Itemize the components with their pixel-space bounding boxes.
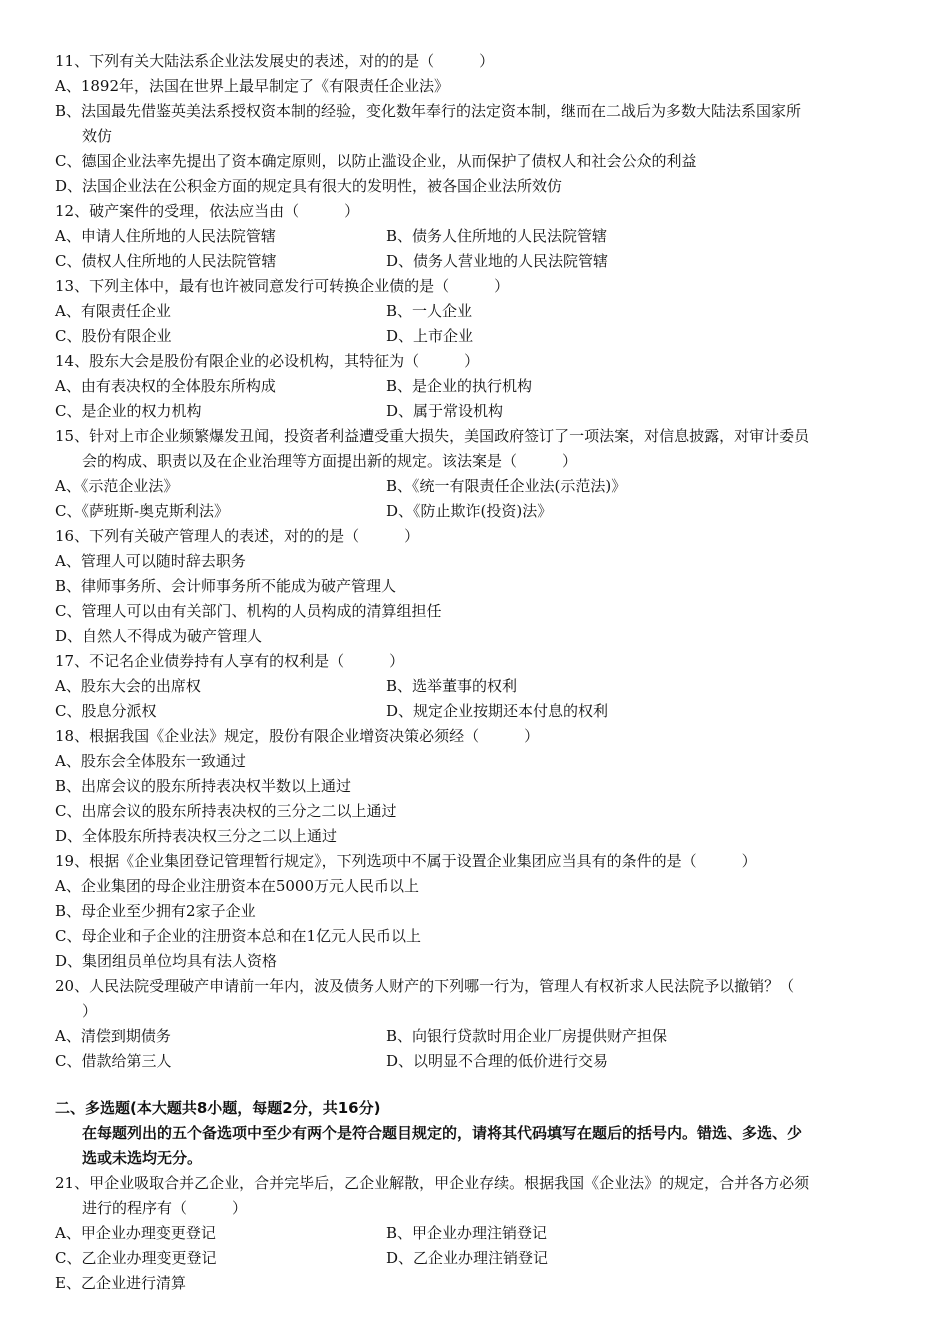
q15-option-c: C、《萨班斯-奥克斯利法》: [55, 502, 230, 520]
q17-option-c: C、股息分派权: [55, 702, 157, 720]
q11-option-a: A、1892年，法国在世界上最早制定了《有限责任企业法》: [55, 77, 450, 95]
q16-option-a: A、管理人可以随时辞去职务: [55, 552, 246, 570]
question-21-stem-cont: 进行的程序有（ ）: [82, 1199, 248, 1217]
question-21-stem: 21、甲企业吸取合并乙企业，合并完毕后，乙企业解散，甲企业存续。根据我国《企业法》的规定，合并各方必须: [55, 1174, 810, 1192]
q13-option-c: C、股份有限企业: [55, 327, 172, 345]
q12-option-d: D、债务人营业地的人民法院管辖: [386, 252, 609, 270]
q17-option-b: B、选举董事的权利: [386, 677, 518, 695]
q11-option-c: C、德国企业法率先提出了资本确定原则，以防止滥设企业，从而保护了债权人和社会公众的利益: [55, 152, 697, 170]
q21-option-c: C、乙企业办理变更登记: [55, 1249, 217, 1267]
q12-option-c: C、债权人住所地的人民法院管辖: [55, 252, 277, 270]
q11-option-b-cont: 效仿: [82, 127, 113, 145]
q16-option-c: C、管理人可以由有关部门、机构的人员构成的清算组担任: [55, 602, 442, 620]
q13-option-d: D、上市企业: [386, 327, 474, 345]
q19-option-b: B、母企业至少拥有2家子企业: [55, 902, 256, 920]
question-18-stem: 18、根据我国《企业法》规定，股份有限企业增资决策必须经（ ）: [55, 727, 540, 745]
question-11-stem: 11、下列有关大陆法系企业法发展史的表述，对的的是（ ）: [55, 52, 495, 70]
section-2-instruction-cont: 选或未选均无分。: [82, 1149, 203, 1167]
q18-option-b: B、出席会议的股东所持表决权半数以上通过: [55, 777, 352, 795]
question-17-stem: 17、不记名企业债券持有人享有的权利是（ ）: [55, 652, 405, 670]
question-12-stem: 12、破产案件的受理，依法应当由（ ）: [55, 202, 360, 220]
q13-option-b: B、一人企业: [386, 302, 473, 320]
q20-option-d: D、以明显不合理的低价进行交易: [386, 1052, 609, 1070]
question-15-stem-cont: 会的构成、职责以及在企业治理等方面提出新的规定。该法案是（ ）: [82, 452, 578, 470]
q19-option-a: A、企业集团的母企业注册资本在5000万元人民币以上: [55, 877, 420, 895]
question-20-stem: 20、人民法院受理破产申请前一年内，波及债务人财产的下列哪一行为，管理人有权祈求人民法院予以撤销？（: [55, 977, 795, 995]
q21-option-d: D、乙企业办理注销登记: [386, 1249, 549, 1267]
q15-option-a: A、《示范企业法》: [55, 477, 179, 495]
q15-option-d: D、《防止欺诈(投资)法》: [386, 502, 553, 520]
q21-option-b: B、甲企业办理注销登记: [386, 1224, 548, 1242]
q18-option-a: A、股东会全体股东一致通过: [55, 752, 246, 770]
q18-option-c: C、出席会议的股东所持表决权的三分之二以上通过: [55, 802, 397, 820]
q14-option-c: C、是企业的权力机构: [55, 402, 202, 420]
question-14-stem: 14、股东大会是股份有限企业的必设机构，其特征为（ ）: [55, 352, 480, 370]
q20-option-a: A、清偿到期债务: [55, 1027, 171, 1045]
q11-option-d: D、法国企业法在公积金方面的规定具有很大的发明性，被各国企业法所效仿: [55, 177, 563, 195]
q11-option-b: B、法国最先借鉴英美法系授权资本制的经验，变化数年奉行的法定资本制，继而在二战后为多数大陆法系国家所: [55, 102, 802, 120]
question-13-stem: 13、下列主体中，最有也许被同意发行可转换企业债的是（ ）: [55, 277, 510, 295]
q16-option-b: B、律师事务所、会计师事务所不能成为破产管理人: [55, 577, 397, 595]
question-16-stem: 16、下列有关破产管理人的表述，对的的是（ ）: [55, 527, 420, 545]
q12-option-a: A、申请人住所地的人民法院管辖: [55, 227, 276, 245]
q21-option-a: A、甲企业办理变更登记: [55, 1224, 216, 1242]
q14-option-a: A、由有表决权的全体股东所构成: [55, 377, 276, 395]
question-15-stem: 15、针对上市企业频繁爆发丑闻，投资者利益遭受重大损失，美国政府签订了一项法案，对信息披露，对审计委员: [55, 427, 810, 445]
q12-option-b: B、债务人住所地的人民法院管辖: [386, 227, 608, 245]
q17-option-a: A、股东大会的出席权: [55, 677, 201, 695]
q17-option-d: D、规定企业按期还本付息的权利: [386, 702, 609, 720]
q19-option-d: D、集团组员单位均具有法人资格: [55, 952, 278, 970]
q15-option-b: B、《统一有限责任企业法(示范法)》: [386, 477, 627, 495]
q21-option-e: E、乙企业进行清算: [55, 1274, 186, 1292]
section-2-instruction: 在每题列出的五个备选项中至少有两个是符合题目规定的，请将其代码填写在题后的括号内。错选、多选、少: [82, 1124, 803, 1142]
question-20-stem-cont: ）: [82, 1002, 98, 1020]
q16-option-d: D、自然人不得成为破产管理人: [55, 627, 263, 645]
q14-option-d: D、属于常设机构: [386, 402, 504, 420]
question-19-stem: 19、根据《企业集团登记管理暂行规定》，下列选项中不属于设置企业集团应当具有的条件的是（ ）: [55, 852, 757, 870]
q20-option-c: C、借款给第三人: [55, 1052, 172, 1070]
q14-option-b: B、是企业的执行机构: [386, 377, 533, 395]
q18-option-d: D、全体股东所持表决权三分之二以上通过: [55, 827, 338, 845]
q13-option-a: A、有限责任企业: [55, 302, 171, 320]
section-2-title: 二、多选题(本大题共8小题，每题2分，共16分): [55, 1099, 381, 1117]
q20-option-b: B、向银行贷款时用企业厂房提供财产担保: [386, 1027, 668, 1045]
q19-option-c: C、母企业和子企业的注册资本总和在1亿元人民币以上: [55, 927, 422, 945]
